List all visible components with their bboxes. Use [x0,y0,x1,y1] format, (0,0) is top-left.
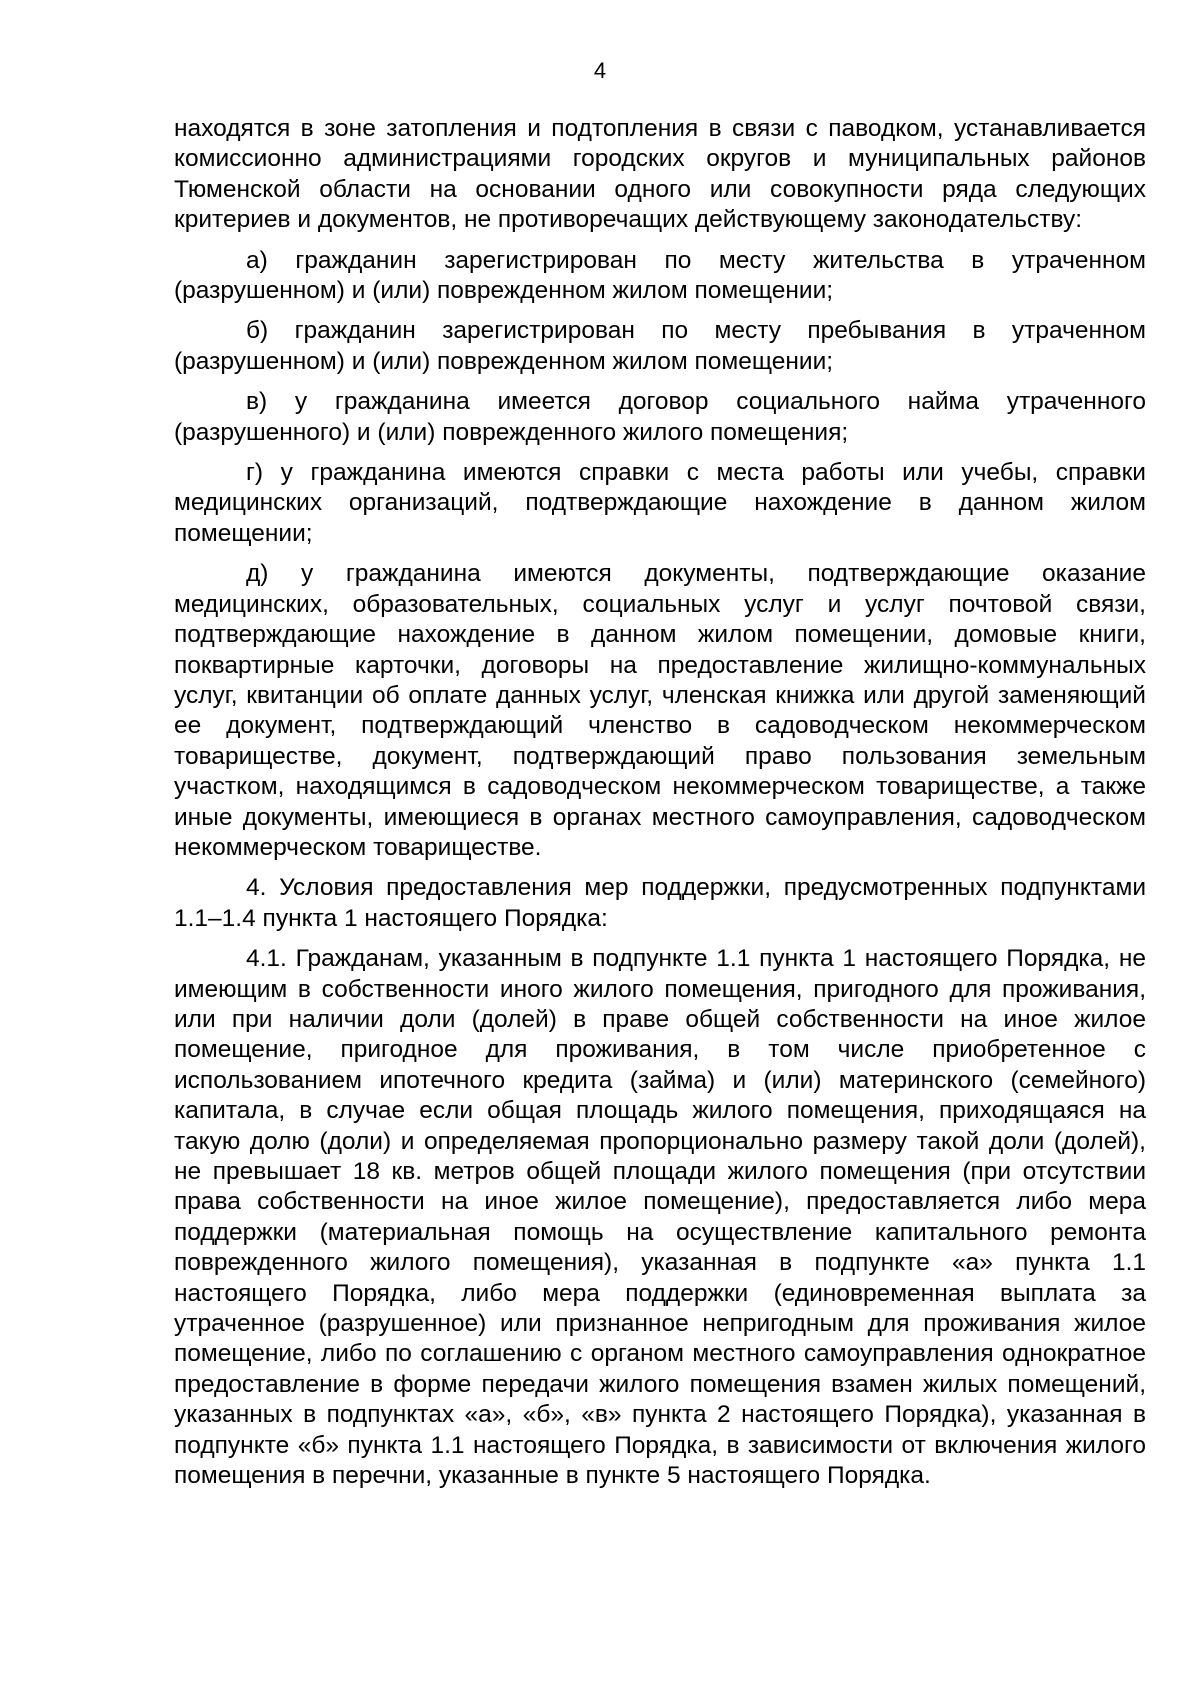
paragraph-item-b: б) гражданин зарегистрирован по месту пребывания в утраченном (разрушенном) и (или) поврежденном жилом помещении; [174,317,1146,375]
paragraph-section-4: 4. Условия предоставления мер поддержки, предусмотренных подпунктами 1.1–1.4 пункта 1 настоящего Порядка: [174,874,1146,932]
paragraph-continuation: находятся в зоне затопления и подтопления в связи с паводком, устанавливается комиссионно администрациями городских округов и муниципальных районов Тюменской области на основании одного или совокупности ряда следующих критериев и документов, не противоречащих действующему законодательству: [174,115,1146,234]
paragraph-item-d: д) у гражданина имеются документы, подтверждающие оказание медицинских, образовательных, социальных услуг и услуг почтовой связи, подтверждающие нахождение в данном жилом помещении, домовые книги, поквартирные карточки, договоры на предоставление жилищно-коммунальных услуг, квитанции об оплате данных услуг, членская книжка или другой заменяющий ее документ, подтверждающий членство в садоводческом некоммерческом товариществе, документ, подтверждающий право пользования земельным участком, находящимся в садоводческом некоммерческом товариществе, а также иные документы, имеющиеся в органах местного самоуправления, садоводческом некоммерческом товариществе. [174,560,1146,861]
paragraph-section-4-1: 4.1. Гражданам, указанным в подпункте 1.1 пункта 1 настоящего Порядка, не имеющим в собственности иного жилого помещения, пригодного для проживания, или при наличии доли (долей) в праве общей собственности на иное жилое помещение, пригодное для проживания, в том числе приобретенное с использованием ипотечного кредита (займа) и (или) материнского (семейного) капитала, в случае если общая площадь жилого помещения, приходящаяся на такую долю (доли) и определяемая пропорционально размеру такой доли (долей), не превышает 18 кв. метров общей площади жилого помещения (при отсутствии права собственности на иное жилое помещение), предоставляется либо мера поддержки (материальная помощь на осуществление капитального ремонта поврежденного жилого помещения), указанная в подпункте «а» пункта 1.1 настоящего Порядка, либо мера поддержки (единовременная выплата за утраченное (разрушенное) или признанное непригодным для проживания жилое помещение, либо по соглашению с органом местного самоуправления однократное предоставление в форме передачи жилого помещения взамен жилых помещений, указанных в подпунктах «а», «б», «в» пункта 2 настоящего Порядка), указанная в подпункте «б» пункта 1.1 настоящего Порядка, в зависимости от включения жилого помещения в перечни, указанные в пункте 5 настоящего Порядка. [174,945,1146,1490]
document-body [174,114,1146,1491]
page-number: 4 [593,58,607,83]
paragraph-item-g: г) у гражданина имеются справки с места работы или учебы, справки медицинских организаций, подтверждающие нахождение в данном жилом помещении; [174,459,1146,547]
paragraph-item-v: в) у гражданина имеется договор социального найма утраченного (разрушенного) и (или) поврежденного жилого помещения; [174,388,1146,446]
paragraph-item-a: а) гражданин зарегистрирован по месту жительства в утраченном (разрушенном) и (или) поврежденном жилом помещении; [174,246,1146,305]
